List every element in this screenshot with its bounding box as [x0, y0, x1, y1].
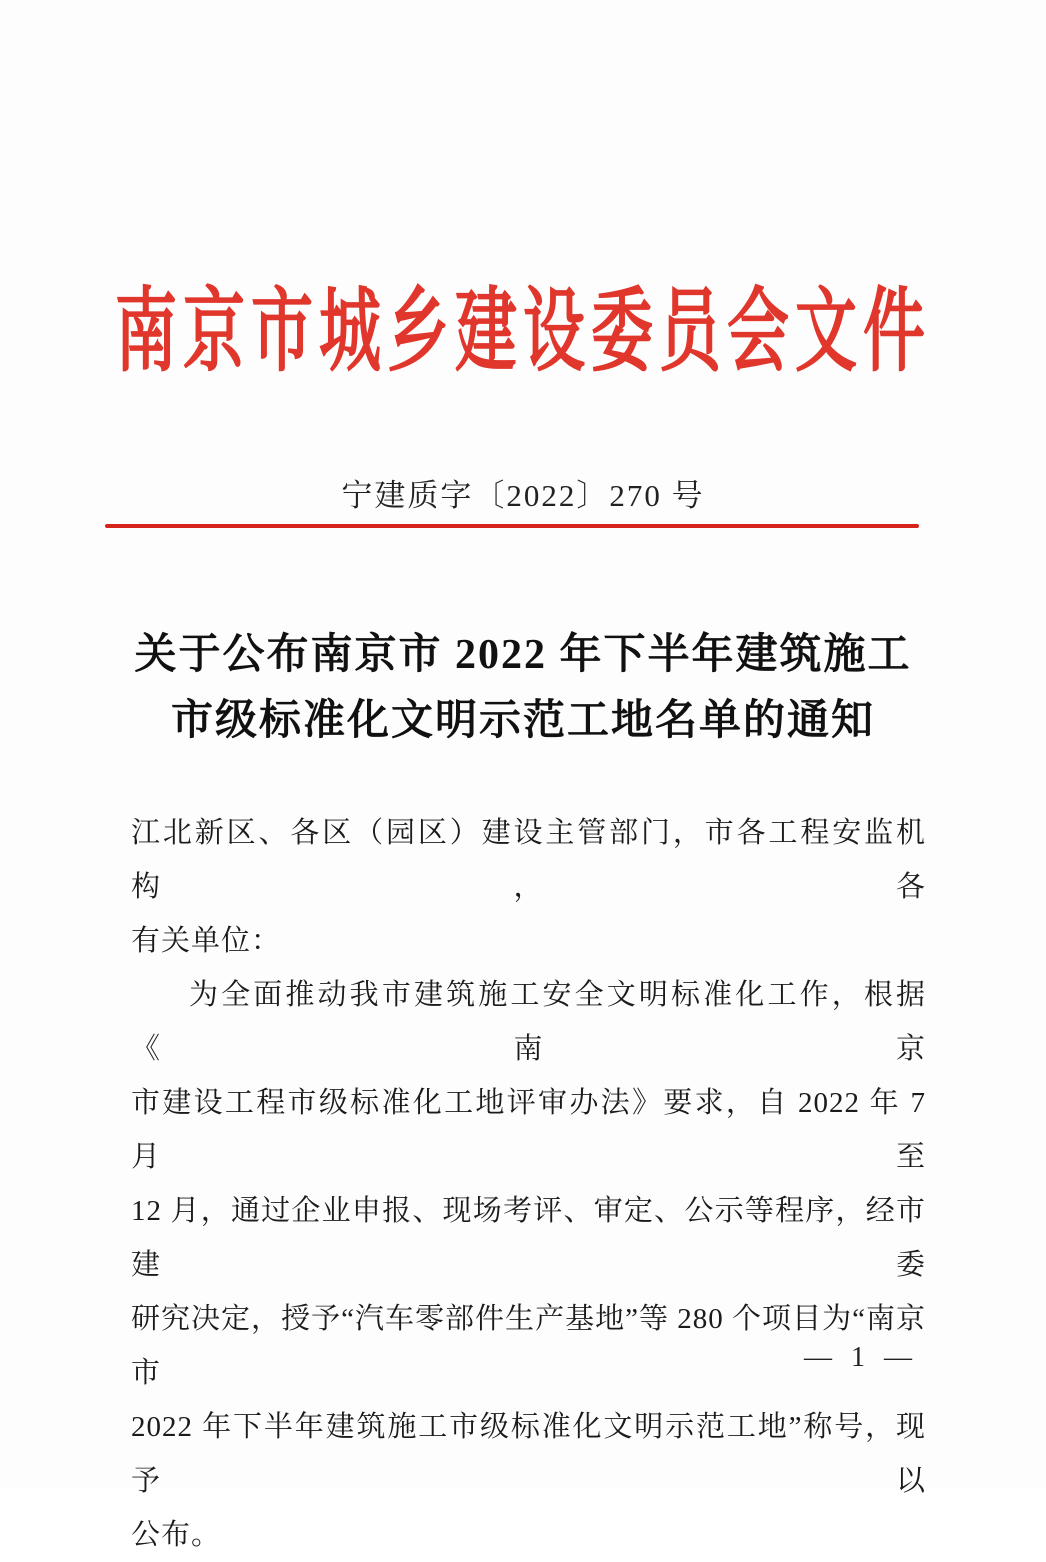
body-line-paragraph: 研究决定，授予“汽车零部件生产基地”等 280 个项目为“南京市	[131, 1303, 926, 1389]
body-line-salutation: 江北新区、各区（园区）建设主管部门，市各工程安监机构，各	[131, 817, 926, 903]
body-line-salutation-end: 有关单位：	[131, 925, 282, 957]
notice-title-line1: 关于公布南京市 2022 年下半年建筑施工	[134, 632, 912, 678]
body-line-paragraph-end: 公布。	[131, 1519, 222, 1551]
body-line-paragraph: 2022 年下半年建筑施工市级标准化文明示范工地”称号，现予以	[131, 1411, 926, 1497]
red-divider-line	[105, 524, 919, 528]
notice-title	[0, 622, 1046, 754]
notice-title-line2: 市级标准化文明示范工地名单的通知	[170, 698, 875, 744]
body-line-paragraph: 12 月，通过企业申报、现场考评、审定、公示等程序，经市建委	[131, 1195, 926, 1281]
body-line-paragraph: 为全面推动我市建筑施工安全文明标准化工作，根据《南京	[131, 979, 926, 1065]
page-number: — 1 —	[804, 1342, 918, 1373]
document-header-title: 南京市城乡建设委员会文件	[114, 282, 931, 384]
notice-body	[131, 806, 926, 1562]
document-number: 宁建质字〔2022〕270 号	[341, 478, 705, 513]
body-line-paragraph: 市建设工程市级标准化工地评审办法》要求，自 2022 年 7 月至	[131, 1087, 926, 1173]
